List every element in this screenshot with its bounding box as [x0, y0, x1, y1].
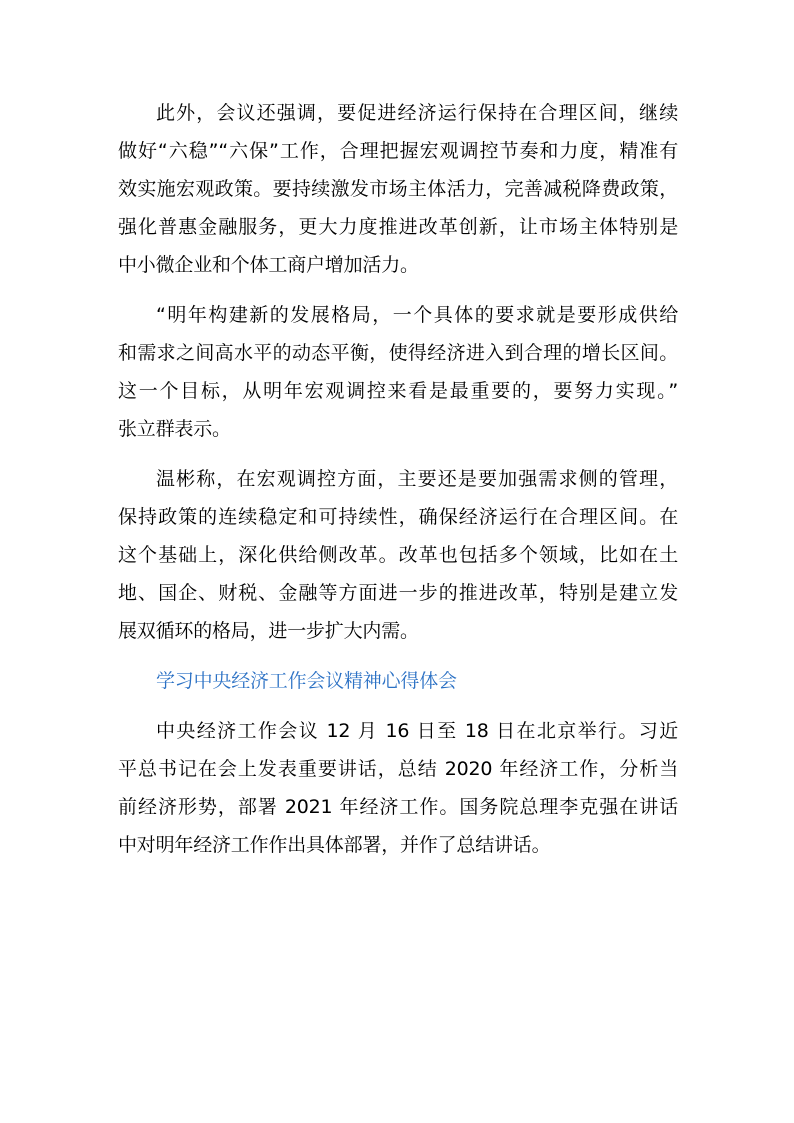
paragraph-line: 中对明年经济工作作出具体部署，并作了总结讲话。: [118, 834, 551, 856]
paragraph-zhang-liqun-quote: [118, 296, 678, 448]
paragraph-line: 此外，会议还强调，要促进经济运行保持在合理区间，继续: [156, 102, 678, 124]
paragraph-line: 展双循环的格局，进一步扩大内需。: [118, 620, 419, 642]
section-heading: 学习中央经济工作会议精神心得体会: [156, 670, 457, 692]
paragraph-line: 温彬称，在宏观调控方面，主要还是要加强需求侧的管理，: [156, 468, 678, 490]
paragraph-line: 做好“六稳”“六保”工作，合理把握宏观调控节奏和力度，精准有: [118, 140, 678, 162]
paragraph-line: 平总书记在会上发表重要讲话，总结 2020 年经济工作，分析当: [118, 758, 678, 780]
paragraph-line: 张立群表示。: [118, 418, 231, 440]
paragraph-line: 前经济形势，部署 2021 年经济工作。国务院总理李克强在讲话: [118, 796, 678, 818]
paragraph-line: 保持政策的连续稳定和可持续性，确保经济运行在合理区间。在: [118, 506, 678, 528]
paragraph-line: 强化普惠金融服务，更大力度推进改革创新，让市场主体特别是: [118, 216, 678, 238]
paragraph-wen-bin-comment: [118, 460, 678, 650]
paragraph-line: 这一个目标，从明年宏观调控来看是最重要的，要努力实现。”: [118, 380, 678, 402]
paragraph-line: 和需求之间高水平的动态平衡，使得经济进入到合理的增长区间。: [118, 342, 678, 364]
paragraph-line: 地、国企、财税、金融等方面进一步的推进改革，特别是建立发: [118, 582, 678, 604]
paragraph-line: 效实施宏观政策。要持续激发市场主体活力，完善减税降费政策，: [118, 178, 678, 200]
paragraph-line: “明年构建新的发展格局，一个具体的要求就是要形成供给: [156, 304, 678, 326]
paragraph-conference-summary: [118, 712, 678, 864]
paragraph-line: 中小微企业和个体工商户增加活力。: [118, 254, 419, 276]
paragraph-line: 中央经济工作会议 12 月 16 日至 18 日在北京举行。习近: [156, 720, 678, 742]
paragraph-line: 这个基础上，深化供给侧改革。改革也包括多个领域，比如在土: [118, 544, 678, 566]
document-page: [118, 94, 678, 876]
paragraph-meeting-emphasis: [118, 94, 678, 284]
